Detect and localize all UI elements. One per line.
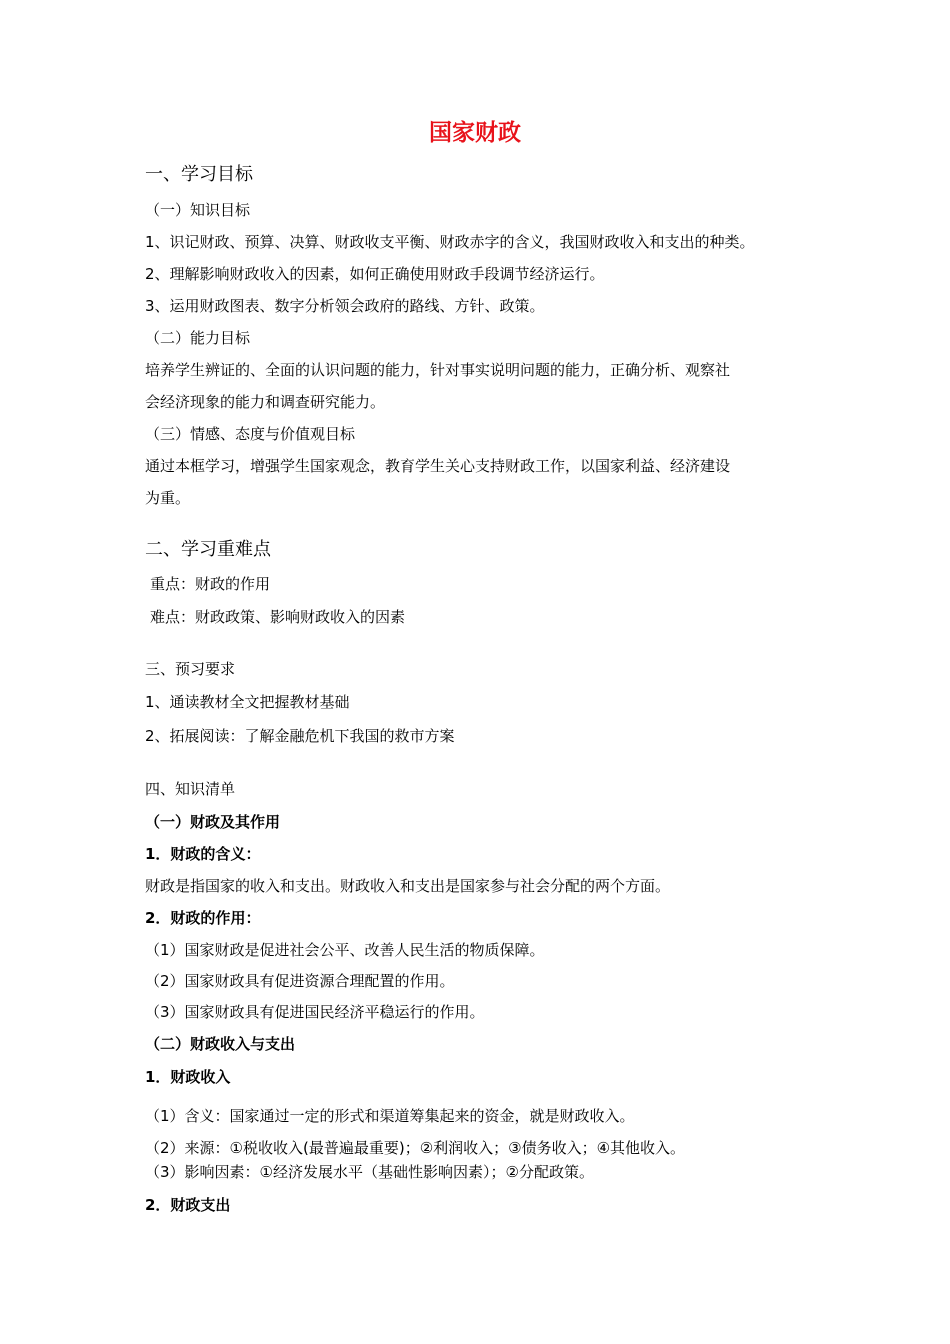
- subheading-knowledge: （一）知识目标: [145, 201, 251, 219]
- ability-line-1: 培养学生辨证的、全面的认识问题的能力，针对事实说明问题的能力，正确分析、观察社: [145, 361, 731, 379]
- finance-meaning-heading: 1．财政的含义：: [145, 845, 261, 863]
- difficult-point: 难点：财政政策、影响财政收入的因素: [150, 608, 406, 626]
- section-1-heading: 一、学习目标: [145, 164, 253, 185]
- income-item-3: （3）影响因素：①经济发展水平（基础性影响因素）；②分配政策。: [145, 1163, 594, 1181]
- finance-meaning-text: 财政是指国家的收入和支出。财政收入和支出是国家参与社会分配的两个方面。: [145, 877, 671, 895]
- expense-heading: 2．财政支出: [145, 1196, 231, 1214]
- subheading-ability: （二）能力目标: [145, 329, 251, 347]
- subsection-finance-role: （一）财政及其作用: [145, 813, 281, 831]
- emotion-line-2: 为重。: [145, 489, 191, 507]
- key-point: 重点：财政的作用: [150, 575, 271, 593]
- knowledge-item-3: 3、运用财政图表、数字分析领会政府的路线、方针、政策。: [145, 297, 545, 315]
- income-heading: 1．财政收入: [145, 1068, 231, 1086]
- section-4-heading: 四、知识清单: [145, 780, 236, 798]
- section-3-heading: 三、预习要求: [145, 660, 236, 678]
- ability-line-2: 会经济现象的能力和调查研究能力。: [145, 393, 386, 411]
- subsection-income-expense: （二）财政收入与支出: [145, 1035, 296, 1053]
- subheading-emotion: （三）情感、态度与价值观目标: [145, 425, 356, 443]
- requirement-2: 2、拓展阅读：了解金融危机下我国的救市方案: [145, 727, 455, 745]
- finance-role-heading: 2．财政的作用：: [145, 909, 261, 927]
- section-2-heading: 二、学习重难点: [145, 539, 271, 560]
- requirement-1: 1、通读教材全文把握教材基础: [145, 693, 350, 711]
- role-item-2: （2）国家财政具有促进资源合理配置的作用。: [145, 972, 455, 990]
- income-item-1: （1）含义：国家通过一定的形式和渠道筹集起来的资金，就是财政收入。: [145, 1107, 635, 1125]
- emotion-line-1: 通过本框学习，增强学生国家观念，教育学生关心支持财政工作，以国家利益、经济建设: [145, 457, 731, 475]
- page-title: 国家财政: [429, 120, 521, 146]
- knowledge-item-2: 2、理解影响财政收入的因素，如何正确使用财政手段调节经济运行。: [145, 265, 605, 283]
- role-item-3: （3）国家财政具有促进国民经济平稳运行的作用。: [145, 1003, 485, 1021]
- knowledge-item-1: 1、识记财政、预算、决算、财政收支平衡、财政赤字的含义，我国财政收入和支出的种类。: [145, 233, 755, 251]
- role-item-1: （1）国家财政是促进社会公平、改善人民生活的物质保障。: [145, 941, 545, 959]
- income-item-2: （2）来源：①税收收入(最普遍最重要)；②利润收入；③债务收入；④其他收入。: [145, 1139, 686, 1157]
